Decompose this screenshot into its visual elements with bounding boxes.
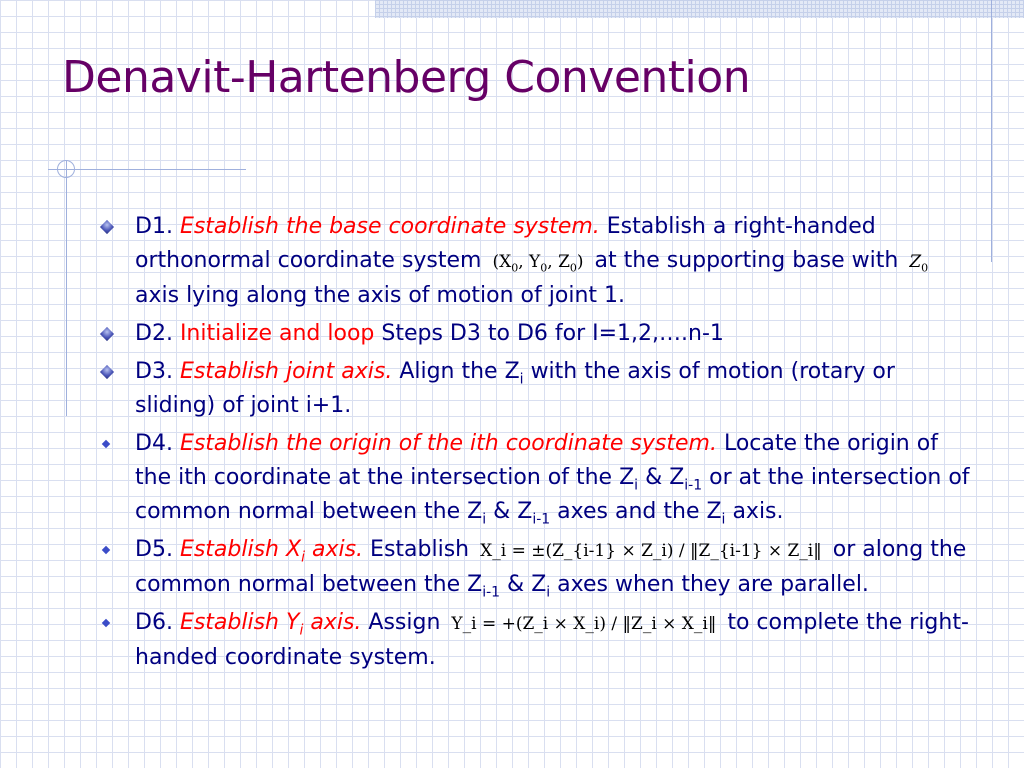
list-item-d1 <box>100 210 980 313</box>
item-emphasis: Initialize and loop <box>179 321 375 346</box>
item-text: Locate the origin of the ith coordinate at the intersection of the $Z_i$ & $Z_{i-1}$ or at the intersection of common normal between the $Z_i$ & $Z_{i-1}$ axes and the $Z_i$ axis. <box>135 431 970 528</box>
item-label: D4. <box>135 431 173 456</box>
decor-horizontal-line <box>48 169 246 170</box>
item-text: Establish a right-handed orthonormal coordinate system <box>135 214 876 273</box>
item-text: axis lying along the axis of motion of joint 1. <box>135 283 625 308</box>
decor-vertical-line-right <box>991 0 992 262</box>
diamond-bullet-icon <box>100 327 114 341</box>
slide-body <box>100 210 980 679</box>
item-emphasis: Establish the base coordinate system. <box>179 214 600 239</box>
list-item-d6 <box>100 606 980 675</box>
item-text: Assign <box>368 610 441 635</box>
item-text: Steps D3 to D6 for I=1,2,….n-1 <box>381 321 724 346</box>
item-text: Establish <box>370 537 470 562</box>
item-label: D2. <box>135 321 173 346</box>
item-text: to complete the right-handed coordinate system. <box>135 610 969 670</box>
item-text: Align the $Z_i$ with the axis of motion (rotary or sliding) of joint i+1. <box>135 359 895 418</box>
list-item-d3 <box>100 355 980 423</box>
item-text: at the supporting base with <box>594 248 899 273</box>
small-diamond-bullet-icon <box>102 440 110 448</box>
small-diamond-bullet-icon <box>102 546 110 554</box>
diamond-bullet-icon <box>100 220 114 234</box>
item-label: D5. <box>135 537 173 562</box>
item-label: D3. <box>135 359 173 384</box>
decor-circle <box>57 160 75 178</box>
item-emphasis: Establish $X_i$ axis. <box>179 537 364 566</box>
math-z0: $Z_0$ <box>909 252 929 275</box>
decor-vertical-line-left <box>66 160 67 416</box>
item-emphasis: Establish joint axis. <box>179 359 393 384</box>
math-y-axis-formula: Y_i = +(Z_i × X_i) / ‖Z_i × X_i‖ <box>451 614 717 634</box>
item-label: D1. <box>135 214 173 239</box>
list-item-d4 <box>100 427 980 529</box>
small-diamond-bullet-icon <box>102 619 110 627</box>
diamond-bullet-icon <box>100 365 114 379</box>
item-text: or along the common normal between the $Z_{i-1}$ & $Z_i$ axes when they are parallel. <box>135 537 967 601</box>
item-label: D6. <box>135 610 173 635</box>
page-title: Denavit-Hartenberg Convention <box>62 52 751 103</box>
item-emphasis: Establish $Y_i$ axis. <box>179 610 362 639</box>
item-emphasis: Establish the origin of the ith coordinate system. <box>179 431 717 456</box>
list-item-d2 <box>100 317 980 351</box>
list-item-d5 <box>100 533 980 602</box>
math-base-frame: ($X_0$, $Y_0$, $Z_0$) <box>492 252 584 275</box>
math-x-axis-formula: X_i = ±(Z_{i-1} × Z_i) / ‖Z_{i-1} × Z_i‖ <box>480 541 822 561</box>
header-pattern-band <box>375 0 1024 18</box>
